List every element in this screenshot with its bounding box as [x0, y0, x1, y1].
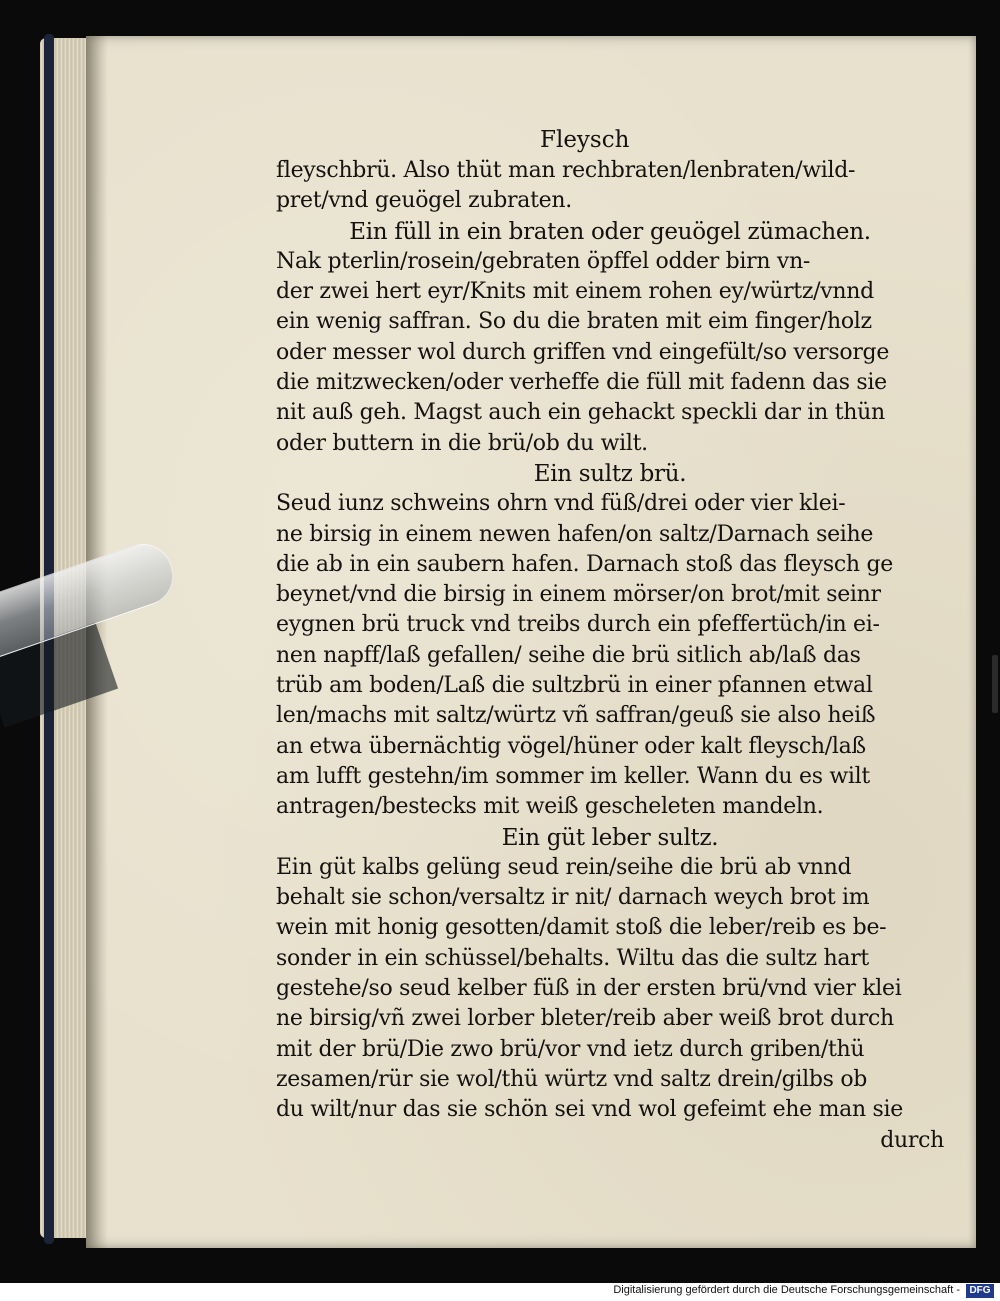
text-line: antragen/bestecks mit weiß gescheleten mandeln.	[276, 794, 824, 820]
text-line: zesamen/rür sie wol/thü würtz vnd saltz drein/gilbs ob	[276, 1066, 868, 1092]
text-line: beynet/vnd die birsig in einem mörser/on brot/mit seinr	[276, 582, 881, 608]
text-line: trüb am boden/Laß die sultzbrü in einer pfannen etwal	[276, 673, 873, 699]
text-line: fleyschbrü. Also thüt man rechbraten/lenbraten/wild-	[276, 158, 856, 183]
text-line: die ab in ein saubern hafen. Darnach stoß das fleysch ge	[276, 551, 893, 577]
section-heading: Ein füll in ein braten oder geuögel zümachen.	[349, 218, 871, 245]
margin-mark	[992, 655, 998, 713]
text-line: sonder in ein schüssel/behalts. Wiltu das die sultz hart	[276, 945, 869, 971]
text-line: die mitzwecken/oder verheffe die füll mit fadenn das sie	[276, 370, 887, 396]
text-line: Ein güt kalbs gelüng seud rein/seihe die brü ab vnnd	[276, 854, 852, 880]
text-line: eygnen brü truck vnd treibs durch ein pfeffertüch/in ei-	[276, 612, 880, 638]
section-heading: Ein güt leber sultz.	[501, 824, 719, 851]
text-line: pret/vnd geuögel zubraten.	[276, 188, 572, 214]
text-line: du wilt/nur das sie schön sei vnd wol gefeimt ehe man sie	[276, 1097, 903, 1123]
section-heading: Ein sultz brü.	[533, 460, 687, 487]
text-line: ne birsig/vñ zwei lorber bleter/reib aber weiß brot durch	[276, 1006, 894, 1032]
running-head: Fleysch	[540, 127, 630, 153]
text-line: mit der brü/Die zwo brü/vor vnd ietz durch griben/thü	[276, 1036, 865, 1062]
text-line: oder messer wol durch griffen vnd eingefült/so versorge	[276, 339, 890, 365]
dfg-logo-icon: DFG	[966, 1284, 994, 1298]
text-line: nen napff/laß gefallen/ seihe die brü sitlich ab/laß das	[276, 642, 861, 668]
text-line: Seud iunz schweins ohrn vnd füß/drei oder vier klei-	[276, 491, 846, 517]
footer-credit: Digitalisierung gefördert durch die Deutsche Forschungsgemeinschaft -	[613, 1284, 960, 1296]
text-line: oder buttern in die brü/ob du wilt.	[276, 430, 648, 456]
text-line: an etwa übernächtig vögel/hüner oder kalt fleysch/laß	[276, 733, 866, 759]
text-line: gestehe/so seud kelber füß in der ersten brü/vnd vier klei	[276, 976, 902, 1002]
text-line: wein mit honig gesotten/damit stoß die leber/reib es be-	[276, 915, 887, 941]
text-line: behalt sie schon/versaltz ir nit/ darnach weych brot im	[276, 885, 870, 911]
text-lines	[276, 156, 944, 1156]
text-line: nit auß geh. Magst auch ein gehackt speckli dar in thün	[276, 400, 885, 426]
text-line: am lufft gestehn/im sommer im keller. Wann du es wilt	[276, 763, 870, 789]
catchword: durch	[880, 1127, 944, 1153]
text-line: len/machs mit saltz/würtz vñ saffran/geuß sie also heiß	[276, 703, 876, 729]
text-line: ne birsig in einem newen hafen/on saltz/Darnach seihe	[276, 521, 874, 547]
text-line: ein wenig saffran. So du die braten mit eim finger/holz	[276, 309, 872, 335]
text-line: Nak pterlin/rosein/gebraten öpffel odder birn vn-	[276, 248, 811, 274]
text-line: der zwei hert eyr/Knits mit einem rohen ey/würtz/vnnd	[276, 279, 874, 305]
